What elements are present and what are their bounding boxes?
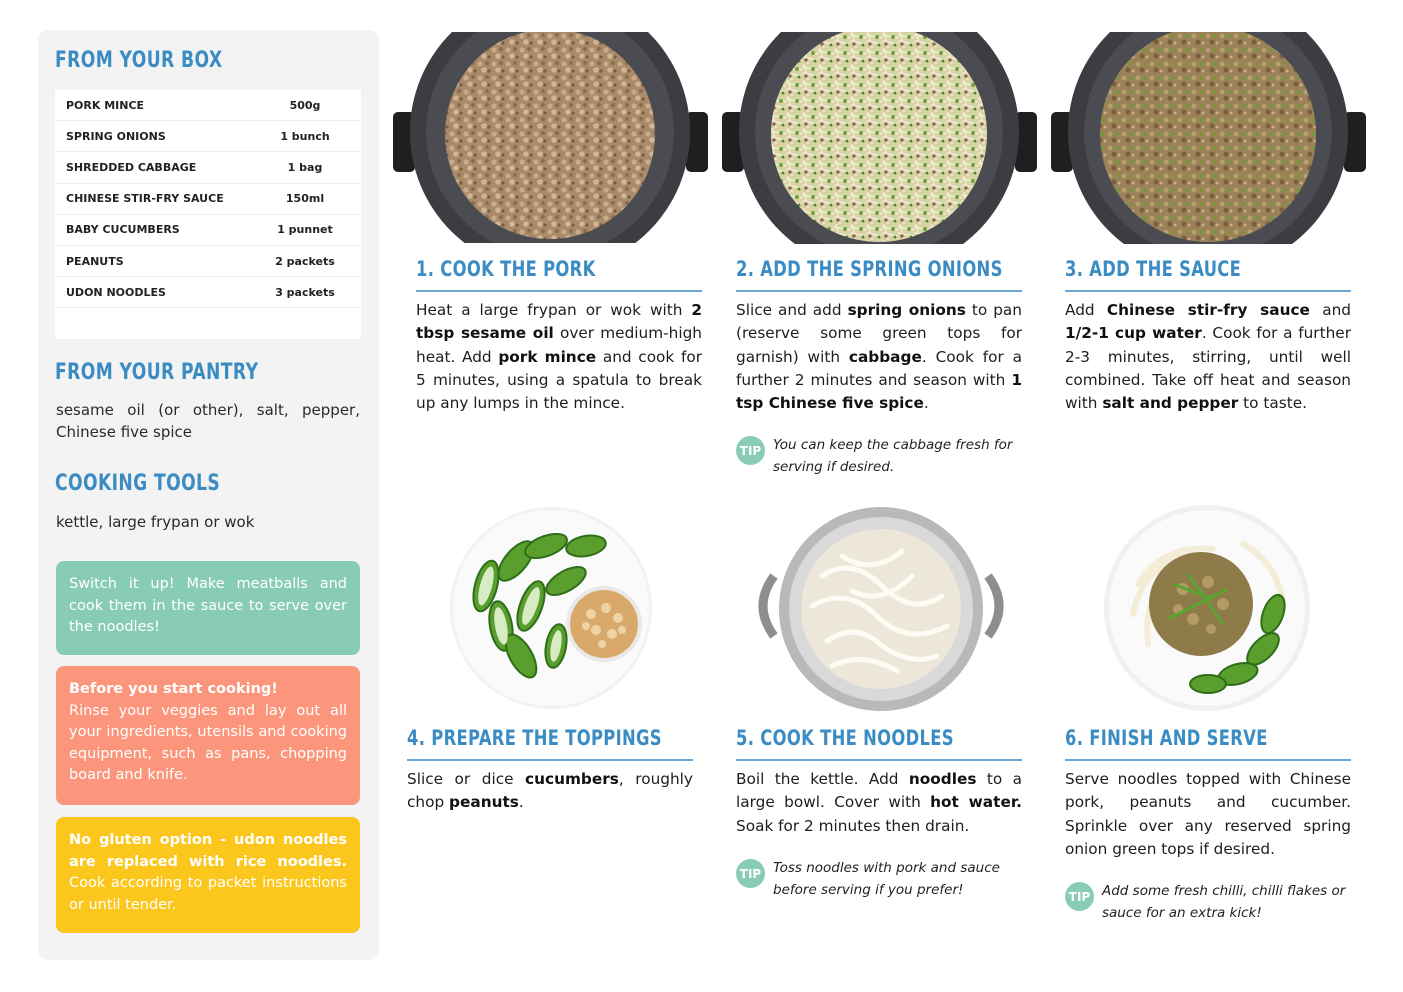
step-6-title: 6. FINISH AND SERVE (1065, 726, 1268, 750)
step-bold-text: cabbage (848, 347, 922, 366)
before-you-start-text: Rinse your veggies and lay out all your ingredients, utensils and cooking equipment, such as pans, chopping board and knife. (69, 702, 347, 783)
step-5-tip (736, 857, 1022, 901)
step-2-tip-text: You can keep the cabbage fresh for serving if desired. (773, 437, 1013, 475)
ingredient-name: UDON NOODLES (66, 285, 166, 299)
pantry-text: sesame oil (or other), salt, pepper, Chinese five spice (56, 401, 360, 441)
table-row (55, 90, 361, 121)
step-4-body (407, 768, 693, 815)
table-row (55, 246, 361, 277)
step-text: to pan (reserve some green tops for garnish) with (736, 301, 1022, 366)
step-bold-text: peanuts (449, 793, 519, 812)
gluten-free-bold: No gluten option - udon noodles are replaced with rice noodles. (69, 832, 347, 870)
step-bold-text: cucumbers (525, 770, 619, 788)
step-bold-text: pork mince (498, 347, 597, 366)
step-5-title: 5. COOK THE NOODLES (736, 726, 954, 750)
cabbage-pan-photo (722, 32, 1037, 244)
toppings-plate-photo (446, 506, 656, 711)
tip-icon: TIP (736, 436, 765, 465)
step-5-divider (736, 759, 1022, 761)
step-text: to taste. (1238, 394, 1307, 413)
ingredient-qty: 1 punnet (277, 223, 333, 237)
step-2-tip (736, 434, 1022, 478)
step-3-title: 3. ADD THE SAUCE (1065, 257, 1242, 281)
gluten-free-note (56, 817, 360, 933)
ingredient-name: PEANUTS (66, 254, 124, 268)
step-bold-text: 1 tsp Chinese five spice (736, 370, 1022, 413)
step-6-tip (1065, 880, 1351, 924)
step-text: . Cook for a further 2-3 minutes, stirring, until well combined. Take off heat and season with (1065, 324, 1351, 413)
step-text: and cook for 5 minutes, using a spatula to break up any lumps in the mince. (416, 347, 702, 413)
ingredients-sidebar (38, 30, 379, 960)
step-text: to a large bowl. Cover with (736, 770, 1022, 812)
step-text: Boil the kettle. Add (736, 770, 909, 788)
step-2-title: 2. ADD THE SPRING ONIONS (736, 257, 1003, 281)
step-text: . (923, 394, 929, 413)
step-bold-text: 1/2-1 cup water (1065, 324, 1202, 343)
step-6-tip-text: Add some fresh chilli, chilli flakes or sauce for an extra kick! (1102, 883, 1346, 921)
gluten-free-text: Cook according to packet instructions or until tender. (69, 875, 347, 913)
ingredient-qty: 2 packets (275, 254, 335, 268)
step-2-divider (736, 290, 1022, 292)
ingredients-table (55, 90, 361, 339)
cooking-tools-text: kettle, large frypan or wok (56, 513, 255, 531)
step-1-body (416, 299, 702, 415)
step-text: and (1309, 301, 1351, 319)
step-4-title: 4. PREPARE THE TOPPINGS (407, 726, 662, 750)
table-row (55, 121, 361, 152)
step-1-divider (416, 290, 702, 292)
step-bold-text: Chinese stir-fry sauce (1106, 301, 1310, 319)
sauce-pan-photo (1051, 32, 1366, 244)
pork-pan-photo (393, 32, 708, 244)
step-bold-text: hot water. (930, 793, 1022, 812)
ingredient-qty: 1 bag (287, 160, 323, 174)
table-row (55, 184, 361, 215)
step-text: Slice and add (736, 301, 848, 319)
step-bold-text: spring onions (847, 301, 966, 319)
table-row (55, 152, 361, 183)
step-4-divider (407, 759, 693, 761)
step-bold-text: noodles (908, 770, 977, 788)
step-text: , roughly chop (407, 770, 693, 812)
ingredient-name: PORK MINCE (66, 98, 145, 112)
switch-it-up-text: Switch it up! Make meatballs and cook them in the sauce to serve over the noodles! (69, 576, 347, 635)
from-your-box-heading: FROM YOUR BOX (55, 48, 223, 73)
switch-it-up-note (56, 561, 360, 655)
ingredient-name: CHINESE STIR-FRY SAUCE (66, 192, 224, 206)
cooking-tools-heading: COOKING TOOLS (55, 471, 221, 496)
table-row (55, 277, 361, 308)
table-row (55, 215, 361, 246)
step-6-divider (1065, 759, 1351, 761)
step-bold-text: salt and pepper (1102, 394, 1239, 413)
step-text: . Cook for a further 2 minutes and season with (736, 347, 1022, 389)
step-2-body (736, 299, 1022, 415)
noodle-pot-photo (752, 506, 1010, 712)
step-6-body (1065, 768, 1351, 861)
step-5-body (736, 768, 1022, 838)
step-bold-text: 2 tbsp sesame oil (416, 301, 702, 343)
step-text: Serve noodles topped with Chinese pork, peanuts and cucumber. Sprinkle over any reserved spring onion green tops if desired. (1065, 770, 1351, 858)
step-text: Soak for 2 minutes then drain. (736, 816, 970, 835)
ingredient-name: SPRING ONIONS (66, 129, 166, 143)
step-text: . (518, 793, 524, 812)
ingredient-qty: 1 bunch (280, 129, 330, 143)
step-text: Heat a large frypan or wok with (416, 301, 692, 319)
before-you-start-note (56, 666, 360, 805)
ingredient-name: BABY CUCUMBERS (66, 223, 180, 237)
step-text: Add (1065, 301, 1107, 319)
from-your-pantry-heading: FROM YOUR PANTRY (55, 360, 259, 385)
step-1-title: 1. COOK THE PORK (416, 257, 596, 281)
ingredient-qty: 150ml (285, 192, 325, 206)
ingredient-qty: 500g (289, 98, 321, 112)
tip-icon: TIP (736, 859, 765, 888)
step-text: over medium-high heat. Add (416, 324, 703, 366)
ingredient-qty: 3 packets (275, 285, 335, 299)
step-3-divider (1065, 290, 1351, 292)
step-text: Slice or dice (407, 770, 526, 788)
ingredient-name: SHREDDED CABBAGE (66, 160, 197, 174)
finished-dish-photo (1103, 504, 1311, 712)
before-you-start-title: Before you start cooking! (69, 681, 278, 697)
step-3-body (1065, 299, 1351, 415)
tip-icon: TIP (1065, 882, 1094, 911)
step-5-tip-text: Toss noodles with pork and sauce before serving if you prefer! (773, 860, 1000, 898)
